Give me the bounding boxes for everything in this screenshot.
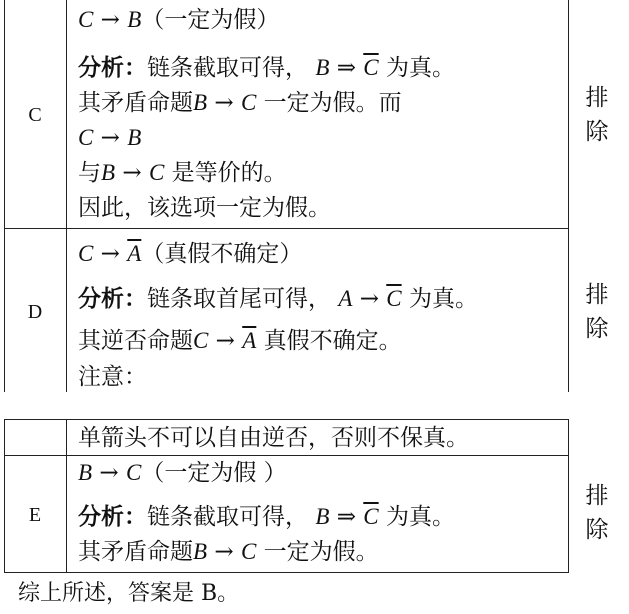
option-statement: $C \to \overline{A}$（真假不确定）: [78, 241, 303, 267]
analysis-line: 单箭头不可以自由逆否，否则不保真。: [78, 425, 469, 451]
result-text: 排: [585, 85, 609, 111]
analysis-line: 与B → C 是等价的。: [78, 160, 287, 186]
analysis-line: C → B: [78, 125, 142, 151]
conclusion-text: 综上所述，答案是 B。: [18, 581, 240, 606]
analysis-line: 注意：: [78, 364, 147, 390]
analysis-line: 其逆否命题$C \to \overline{A}$ 真假不确定。: [78, 328, 402, 354]
row-label: E: [28, 504, 42, 526]
result-text: 排: [585, 483, 609, 509]
table-row-d: [0, 229, 629, 392]
row-label: D: [27, 301, 43, 323]
table-row-e: [0, 456, 629, 572]
table-row-c: [0, 0, 629, 228]
analysis-line: 其矛盾命题B → C 一定为假。: [78, 539, 379, 565]
option-statement: C → B（一定为假）: [78, 7, 280, 33]
analysis-line: 分析：链条取首尾可得， $A \to \overline{C}$ 为真。: [78, 285, 478, 312]
row-label: C: [28, 104, 42, 126]
analysis-line: 分析：链条截取可得， B ⇒ $\overline{C}$ 为真。: [78, 503, 455, 530]
result-text: 除: [585, 119, 609, 145]
analysis-line: 分析：链条截取可得， B ⇒ $\overline{C}$ 为真。: [78, 54, 455, 81]
option-statement: B → C（一定为假 ）: [78, 460, 287, 486]
analysis-line: 其矛盾命题B → C 一定为假。而: [78, 90, 402, 116]
row-d-continuation: [78, 420, 559, 455]
result-text: 除: [585, 316, 609, 342]
analysis-line: 因此，该选项一定为假。: [78, 195, 331, 221]
result-text: 排: [585, 282, 609, 308]
result-text: 除: [585, 517, 609, 543]
table-border-bottom: [4, 572, 569, 573]
